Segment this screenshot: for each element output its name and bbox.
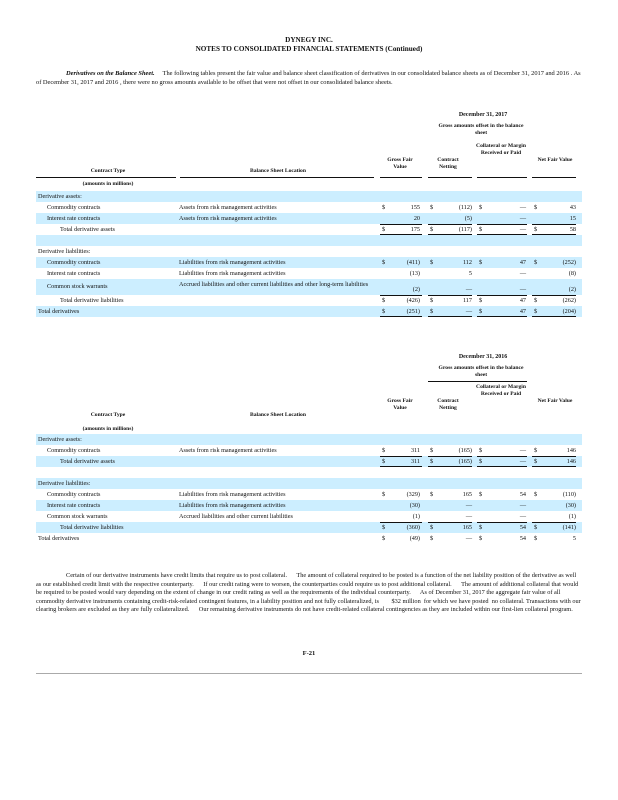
table-row <box>36 533 582 544</box>
table-date: December 31, 2016 <box>458 354 508 360</box>
col-collateral: Collateral or Margin Received or Paid <box>476 384 526 397</box>
table-row <box>36 511 582 522</box>
net-currency: $ <box>534 308 538 315</box>
col-contract-type: Contract Type <box>90 412 126 418</box>
collateral-value: 47 <box>519 259 526 266</box>
collateral-currency: $ <box>479 226 483 233</box>
gross-currency: $ <box>382 524 386 531</box>
contract-type-cell: Interest rate contracts <box>47 215 101 222</box>
net-value: (2) <box>568 286 576 293</box>
gross-value: (30) <box>409 502 420 509</box>
location-cell: Liabilities from risk management activities <box>179 491 286 498</box>
collateral-value: — <box>519 204 526 211</box>
netting-value: (117) <box>458 226 472 233</box>
contract-type-cell: Commodity contracts <box>47 259 101 266</box>
netting-value: — <box>465 308 472 315</box>
gross-currency: $ <box>382 308 386 315</box>
netting-currency: $ <box>430 297 434 304</box>
gross-currency: $ <box>382 297 386 304</box>
col-contract-type: Contract Type <box>90 168 126 174</box>
netting-currency: $ <box>430 259 434 266</box>
intro-lead: Derivatives on the Balance Sheet. <box>66 70 155 77</box>
table-row <box>36 445 582 456</box>
netting-currency: $ <box>430 226 434 233</box>
netting-currency: $ <box>430 524 434 531</box>
location-cell: Assets from risk management activities <box>179 447 277 454</box>
collateral-value: — <box>519 447 526 454</box>
units-note: (amounts in millions) <box>82 426 134 432</box>
netting-value: 117 <box>462 297 472 304</box>
netting-value: — <box>465 535 472 542</box>
contract-type-cell: Derivative liabilities: <box>38 480 91 487</box>
netting-value: 112 <box>462 259 472 266</box>
table-row <box>36 467 582 478</box>
col-gross: Gross Fair Value <box>387 398 413 411</box>
contract-type-cell: Total derivative assets <box>60 226 115 233</box>
gross-value: 175 <box>410 226 420 233</box>
gross-value: (13) <box>409 270 420 277</box>
net-value: (8) <box>568 270 576 277</box>
collateral-currency: $ <box>479 524 483 531</box>
net-value: (141) <box>562 524 576 531</box>
contract-type-cell: Derivative assets: <box>38 193 82 200</box>
table-row <box>36 489 582 500</box>
gross-currency: $ <box>382 535 386 542</box>
table-row <box>36 235 582 246</box>
collateral-currency: $ <box>479 204 483 211</box>
gross-value: (251) <box>406 308 420 315</box>
table-row <box>36 522 582 533</box>
gross-value: (426) <box>406 297 420 304</box>
collateral-value: — <box>519 513 526 520</box>
net-currency: $ <box>534 259 538 266</box>
collateral-value: — <box>519 226 526 233</box>
company-name: DYNEGY INC. <box>285 36 333 44</box>
netting-value: — <box>465 286 472 293</box>
collateral-value: — <box>519 458 526 465</box>
net-value: (252) <box>562 259 576 266</box>
net-value: 146 <box>566 458 576 465</box>
gross-value: (329) <box>406 491 420 498</box>
contract-type-cell: Commodity contracts <box>47 491 101 498</box>
collateral-value: 54 <box>519 524 526 531</box>
location-cell: Accrued liabilities and other current liabilities <box>179 513 293 520</box>
net-currency: $ <box>534 226 538 233</box>
col-netting: Contract Netting <box>437 157 459 170</box>
netting-value: 165 <box>462 491 472 498</box>
intro-text: The following tables present the fair value and balance sheet classification of derivatives in our consolidated balance sheets as of December 31, 2017 and 2016 . As of December 31, 2017 and 2016 , there were no gross amounts available to be offset that were not offset in our consolidated balance sheets. <box>36 70 581 86</box>
netting-currency: $ <box>430 204 434 211</box>
table-row <box>36 295 582 306</box>
netting-currency: $ <box>430 535 434 542</box>
contract-type-cell: Total derivatives <box>38 308 80 315</box>
contract-type-cell: Common stock warrants <box>47 513 108 520</box>
netting-value: (5) <box>464 215 472 222</box>
gross-value: 20 <box>413 215 420 222</box>
net-value: (30) <box>565 502 576 509</box>
netting-value: (165) <box>458 458 472 465</box>
net-value: (110) <box>562 491 576 498</box>
gross-currency: $ <box>382 226 386 233</box>
net-currency: $ <box>534 204 538 211</box>
gross-value: (49) <box>409 535 420 542</box>
units-note: (amounts in millions) <box>82 181 134 187</box>
net-value: 58 <box>569 226 576 233</box>
table-row <box>36 478 582 489</box>
collateral-value: 47 <box>519 308 526 315</box>
collateral-currency: $ <box>479 259 483 266</box>
gross-currency: $ <box>382 491 386 498</box>
contract-type-cell: Commodity contracts <box>47 447 101 454</box>
col-net: Net Fair Value <box>537 398 573 404</box>
gross-value: (411) <box>406 259 420 266</box>
table-row <box>36 279 582 295</box>
net-currency: $ <box>534 524 538 531</box>
netting-value: (112) <box>458 204 472 211</box>
gross-value: 311 <box>410 447 420 454</box>
col-location: Balance Sheet Location <box>250 412 306 418</box>
contract-type-cell: Interest rate contracts <box>47 270 101 277</box>
gross-value: 155 <box>410 204 420 211</box>
table-date: December 31, 2017 <box>458 112 508 118</box>
contract-type-cell: Total derivative assets <box>60 458 115 465</box>
netting-currency: $ <box>430 458 434 465</box>
group-header: Gross amounts offset in the balance sheet <box>438 123 524 136</box>
col-collateral: Collateral or Margin Received or Paid <box>476 143 526 156</box>
collateral-value: 54 <box>519 491 526 498</box>
table-row <box>36 500 582 511</box>
collateral-value: 47 <box>519 297 526 304</box>
gross-value: 311 <box>410 458 420 465</box>
gross-currency: $ <box>382 259 386 266</box>
intro-paragraph <box>36 70 582 87</box>
location-cell: Liabilities from risk management activities <box>179 259 286 266</box>
group-header: Gross amounts offset in the balance sheet <box>438 365 524 378</box>
collateral-value: 54 <box>519 535 526 542</box>
collateral-currency: $ <box>479 297 483 304</box>
contract-type-cell: Common stock warrants <box>47 283 108 290</box>
net-currency: $ <box>534 447 538 454</box>
page-title: NOTES TO CONSOLIDATED FINANCIAL STATEMENTS (Continued) <box>195 45 423 53</box>
netting-currency: $ <box>430 308 434 315</box>
netting-value: — <box>465 502 472 509</box>
collateral-value: — <box>519 286 526 293</box>
net-value: 43 <box>569 204 576 211</box>
contract-type-cell: Interest rate contracts <box>47 502 101 509</box>
page-number: F-21 <box>302 650 316 657</box>
derivatives-table-2016 <box>36 352 582 567</box>
netting-value: 165 <box>462 524 472 531</box>
netting-value: 5 <box>468 270 472 277</box>
table-row <box>36 246 582 257</box>
netting-currency: $ <box>430 447 434 454</box>
col-location: Balance Sheet Location <box>250 168 306 174</box>
collateral-value: — <box>519 215 526 222</box>
table-row <box>36 434 582 445</box>
table-row <box>36 257 582 268</box>
gross-value: (2) <box>412 286 420 293</box>
netting-value: — <box>465 513 472 520</box>
collateral-text: Certain of our derivative instruments have credit limits that require us to post collateral. The amount of collateral required to be posted is a function of the net liability position of the derivative as well as our established credit limit with the respective counterparty. If our credit rating were to worsen, the counterparties could require us to post additional collateral. The amount of additional collateral that would be required to be posted would vary depending on the extent of change in our credit rating as well as the requirements of the individual counterparty. As of December 31, 2017 the aggregate fair value of all commodity derivative instruments containing credit-risk-related contingent features, in a liability position and not fully collateralized, is $32 million for which we have posted no collateral. Transactions with our clearing brokers are excluded as they are fully collateralized. Our remaining derivative instruments do not have credit-related collateral contingencies as they are included within our first-lien collateral program. <box>36 572 583 614</box>
table-row <box>36 268 582 279</box>
gross-value: (360) <box>406 524 420 531</box>
collateral-paragraph <box>36 572 582 615</box>
gross-currency: $ <box>382 458 386 465</box>
col-netting: Contract Netting <box>437 398 459 411</box>
col-net: Net Fair Value <box>537 157 573 163</box>
contract-type-cell: Total derivative liabilities <box>60 297 124 304</box>
location-cell: Liabilities from risk management activities <box>179 502 286 509</box>
net-value: (1) <box>568 513 576 520</box>
col-gross: Gross Fair Value <box>387 157 413 170</box>
location-cell: Liabilities from risk management activities <box>179 270 286 277</box>
gross-value: (1) <box>412 513 420 520</box>
net-value: 5 <box>572 535 576 542</box>
collateral-currency: $ <box>479 308 483 315</box>
collateral-currency: $ <box>479 535 483 542</box>
collateral-currency: $ <box>479 447 483 454</box>
net-currency: $ <box>534 297 538 304</box>
net-currency: $ <box>534 535 538 542</box>
collateral-value: — <box>519 270 526 277</box>
contract-type-cell: Total derivatives <box>38 535 80 542</box>
net-currency: $ <box>534 491 538 498</box>
derivatives-table-2017 <box>36 110 582 340</box>
contract-type-cell: Derivative liabilities: <box>38 248 91 255</box>
contract-type-cell: Commodity contracts <box>47 204 101 211</box>
collateral-currency: $ <box>479 458 483 465</box>
gross-currency: $ <box>382 204 386 211</box>
location-cell: Assets from risk management activities <box>179 215 277 222</box>
table-row <box>36 191 582 202</box>
netting-currency: $ <box>430 491 434 498</box>
collateral-value: — <box>519 502 526 509</box>
table-row <box>36 202 582 213</box>
gross-currency: $ <box>382 447 386 454</box>
contract-type-cell: Total derivative liabilities <box>60 524 124 531</box>
page-divider <box>36 673 582 674</box>
net-value: 146 <box>566 447 576 454</box>
table-row <box>36 213 582 224</box>
net-value: (262) <box>562 297 576 304</box>
netting-value: (165) <box>458 447 472 454</box>
contract-type-cell: Derivative assets: <box>38 436 82 443</box>
collateral-currency: $ <box>479 491 483 498</box>
net-value: (204) <box>562 308 576 315</box>
location-cell: Assets from risk management activities <box>179 204 277 211</box>
net-currency: $ <box>534 458 538 465</box>
location-cell: Accrued liabilities and other current liabilities and other long-term liabilities <box>179 281 369 288</box>
net-value: 15 <box>569 215 576 222</box>
